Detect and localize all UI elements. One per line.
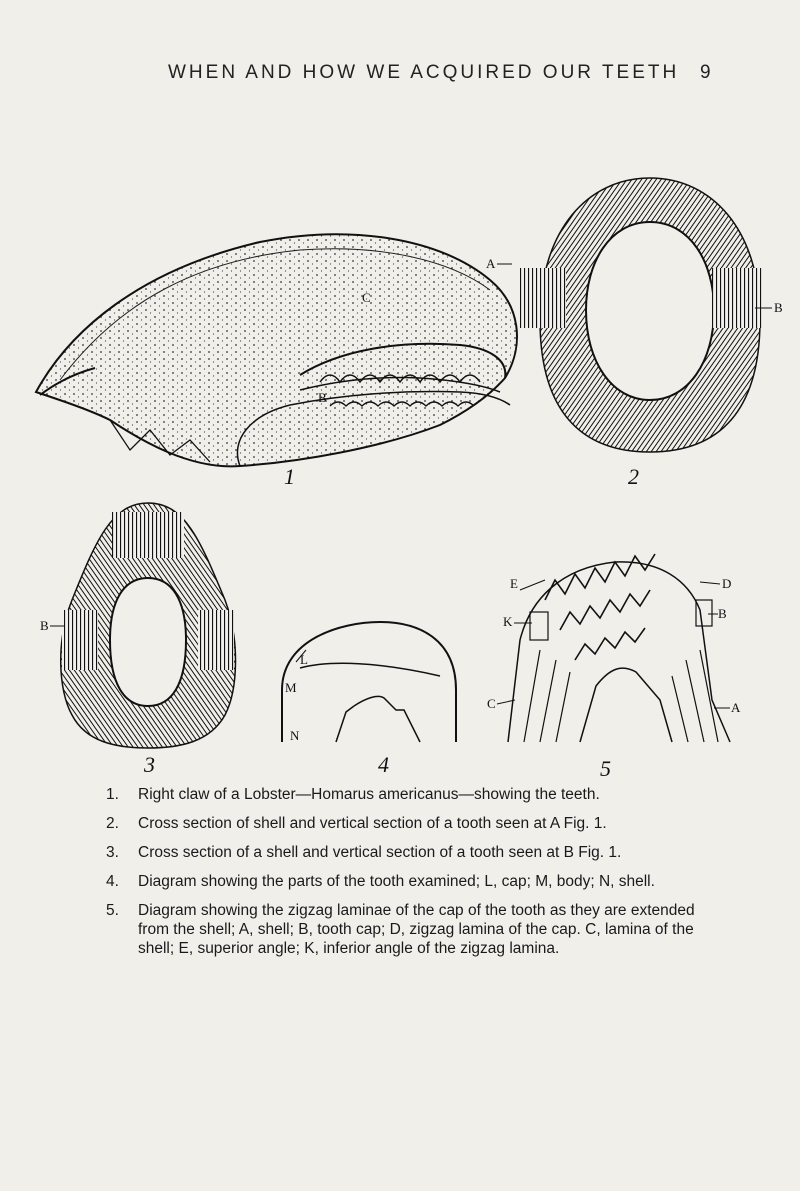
caption-item — [106, 814, 726, 833]
fig5-label-k: K — [503, 614, 513, 629]
fig4-label-l: L — [300, 652, 308, 667]
caption-text: Diagram showing the zigzag laminae of the cap of the tooth as they are extended from the shell; A, shell; B, tooth cap; D, zigzag lamina of the cap. C, lamina of the shell; E, superior angle; K, inferior angle of the zigzag lamina. — [138, 902, 695, 957]
fig1-label-a: A — [486, 256, 496, 271]
caption-number: 3. — [106, 844, 119, 861]
fig1-number: 1 — [284, 464, 295, 489]
fig5-label-c: C — [487, 696, 496, 711]
figure-4-tooth-diagram — [282, 622, 456, 777]
fig2-label-b: B — [774, 300, 783, 315]
caption-text: Cross section of a shell and vertical section of a tooth seen at B Fig. 1. — [138, 844, 622, 861]
fig3-number: 3 — [144, 752, 155, 777]
fig4-label-m: M — [285, 680, 297, 695]
figure-1-claw — [36, 234, 517, 489]
fig5-label-d: D — [722, 576, 732, 591]
caption-text: Right claw of a Lobster—Homarus americanus—showing the teeth. — [138, 786, 600, 803]
running-head: WHEN AND HOW WE ACQUIRED OUR TEETH — [168, 62, 680, 83]
caption-item — [106, 843, 726, 862]
figure-2-cross-section — [518, 178, 783, 489]
caption-item — [106, 901, 726, 958]
fig3-label-b: B — [40, 618, 49, 633]
fig5-label-b: B — [718, 606, 727, 621]
caption-text: Cross section of shell and vertical section of a tooth seen at A Fig. 1. — [138, 815, 607, 832]
caption-number: 5. — [106, 902, 119, 919]
caption-text: Diagram showing the parts of the tooth examined; L, cap; M, body; N, shell. — [138, 873, 655, 890]
fig5-label-a: A — [731, 700, 741, 715]
fig4-label-n: N — [290, 728, 300, 743]
fig2-number: 2 — [628, 464, 639, 489]
fig5-number: 5 — [600, 756, 611, 781]
fig5-label-e: E — [510, 576, 518, 591]
fig1-label-b: B — [318, 390, 327, 405]
fig4-number: 4 — [378, 752, 389, 777]
caption-number: 4. — [106, 873, 119, 890]
caption-number: 2. — [106, 815, 119, 832]
caption-item — [106, 785, 726, 804]
page-number: 9 — [700, 62, 711, 83]
caption-number: 1. — [106, 786, 119, 803]
figure-captions — [106, 785, 726, 968]
fig1-label-c: C — [362, 290, 371, 305]
figure-3-cross-section — [40, 503, 236, 777]
caption-item — [106, 872, 726, 891]
figure-5-zigzag-diagram — [487, 554, 741, 781]
